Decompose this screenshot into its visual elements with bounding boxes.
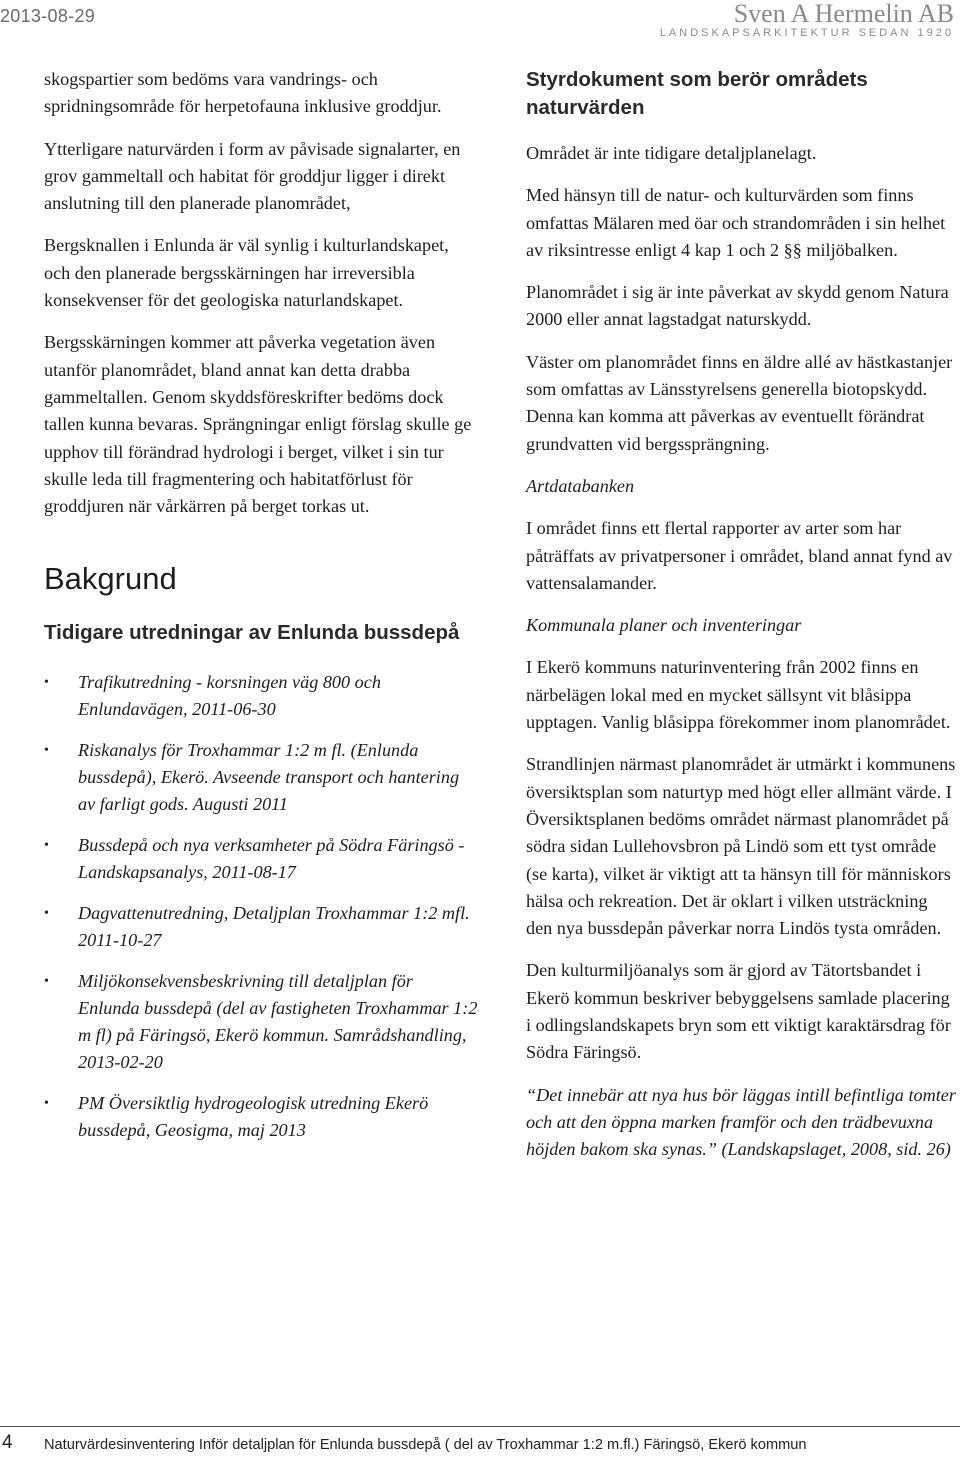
paragraph: Ytterligare naturvärden i form av påvisade signalarter, en grov gammeltall och habitat för groddjur ligger i direkt anslutning till den planerade planområdet,: [44, 138, 461, 214]
bullet-icon: •: [44, 1096, 49, 1112]
paragraph: Bergsskärningen kommer att påverka vegetation även utanför planområdet, bland annat kan detta drabba gammeltallen. Genom skyddsföreskrifter bedöms dock tallen kunna bevaras. Sprängningar enligt förslag skulle ge upphov till förändrad hydrologi i berget, vilket i sin tur skulle leda till fragmentering och habitatförlust för groddjuren när vårkärren på berget torkas ut.: [44, 332, 472, 517]
subheading-governing-documents: Styrdokument som berör områdets naturvärden: [526, 68, 868, 119]
paragraph: Väster om planområdet finns en äldre allé av hästkastanjer som omfattas av Länsstyrelsens generella biotopskydd. Denna kan komma att påverkas av eventuellt förändrat grundvatten vid bergssprängning.: [526, 351, 953, 454]
bullet-icon: •: [44, 906, 49, 922]
footer-title: Naturvärdesinventering Inför detaljplan för Enlunda bussdepå ( del av Troxhammar 1:2 m.fl.) Färingsö, Ekerö kommun: [44, 1437, 807, 1453]
reference-list: [44, 669, 479, 1144]
list-item: [44, 669, 479, 723]
bullet-icon: •: [44, 974, 49, 990]
list-item-text: Miljökonsekvensbeskrivning till detaljplan för Enlunda bussdepå (del av fastigheten Troxhammar 1:2 m fl) på Färingsö, Ekerö kommun. Samrådshandling, 2013-02-20: [78, 971, 478, 1073]
bullet-icon: •: [44, 838, 49, 854]
paragraph: Bergsknallen i Enlunda är väl synlig i kulturlandskapet, och den planerade bergsskärningen har irreversibla konsekvenser för det geologiska naturlandskapet.: [44, 235, 449, 311]
paragraph: Strandlinjen närmast planområdet är utmärkt i kommunens översiktsplan som naturtyp med högt eller allmänt värde. I Översiktsplanen bedöms området närmast planområdet på södra sidan Lullehovsbron på Lindö som ett tyst område (se karta), vilket är viktigt att ta hänsyn till för människors hälsa och rekreation. Det är oklart i vilken utsträckning den nya bussdepån påverkar norra Lindös tysta områden.: [526, 754, 956, 939]
brand-name: Sven A Hermelin AB: [733, 0, 954, 28]
list-item-text: Trafikutredning - korsningen väg 800 och Enlundavägen, 2011-06-30: [78, 672, 381, 720]
paragraph: Planområdet i sig är inte påverkat av skydd genom Natura 2000 eller annat lagstadgat naturskydd.: [526, 282, 949, 330]
subheading-artdatabanken: Artdatabanken: [526, 475, 635, 496]
left-column: [44, 66, 479, 1158]
footer-divider: [0, 1426, 960, 1427]
list-item: [44, 968, 479, 1076]
paragraph: Området är inte tidigare detaljplanelagt.: [526, 143, 817, 163]
document-date: 2013-08-29: [0, 6, 96, 26]
list-item: [44, 737, 479, 818]
paragraph: I området finns ett flertal rapporter av arter som har påträffats av privatpersoner i området, bland annat fynd av vattensalamander.: [526, 518, 953, 593]
bullet-icon: •: [44, 743, 49, 759]
brand-tagline: LANDSKAPSARKITEKTUR SEDAN 1920: [659, 27, 954, 39]
list-item-text: Bussdepå och nya verksamheter på Södra Färingsö - Landskapsanalys, 2011-08-17: [78, 835, 465, 883]
list-item: [44, 832, 479, 886]
paragraph: Med hänsyn till de natur- och kulturvärden som finns omfattas Mälaren med öar och strandområden i sin helhet av riksintresse enligt 4 kap 1 och 2 §§ miljöbalken.: [526, 185, 946, 260]
company-brand: [660, 0, 954, 39]
right-column: [526, 66, 958, 1179]
list-item-text: Riskanalys för Troxhammar 1:2 m fl. (Enlunda bussdepå), Ekerö. Avseende transport och hantering av farligt gods. Augusti 2011: [78, 740, 460, 815]
list-item: [44, 1090, 479, 1144]
subheading-municipal-plans: Kommunala planer och inventeringar: [526, 615, 802, 636]
paragraph: I Ekerö kommuns naturinventering från 2002 finns en närbelägen lokal med en mycket sällsynt vit blåsippa upptagen. Vanlig blåsippa förekommer inom planområdet.: [526, 657, 951, 733]
list-item: [44, 900, 479, 954]
paragraph: skogspartier som bedöms vara vandrings- och spridningsområde för herpetofauna inklusive groddjur.: [44, 69, 442, 117]
list-item-text: PM Översiktlig hydrogeologisk utredning Ekerö bussdepå, Geosigma, maj 2013: [78, 1093, 429, 1141]
list-item-text: Dagvattenutredning, Detaljplan Troxhammar 1:2 mfl. 2011-10-27: [78, 903, 470, 951]
paragraph: Den kulturmiljöanalys som är gjord av Tätortsbandet i Ekerö kommun beskriver bebyggelsens samlade placering i odlingslandskapets bryn som ett viktigt karaktärsdrag för Södra Färingsö.: [526, 960, 951, 1063]
bullet-icon: •: [44, 675, 49, 691]
section-heading-bakgrund: Bakgrund: [44, 561, 177, 597]
page-number: 4: [2, 1432, 13, 1453]
subheading-previous-studies: Tidigare utredningar av Enlunda bussdepå: [44, 621, 460, 645]
quote: “Det innebär att nya hus bör läggas intill befintliga tomter och att den öppna marken framför och den trädbevuxna höjden bakom ska synas.” (Landskapslaget, 2008, sid. 26): [526, 1084, 956, 1160]
